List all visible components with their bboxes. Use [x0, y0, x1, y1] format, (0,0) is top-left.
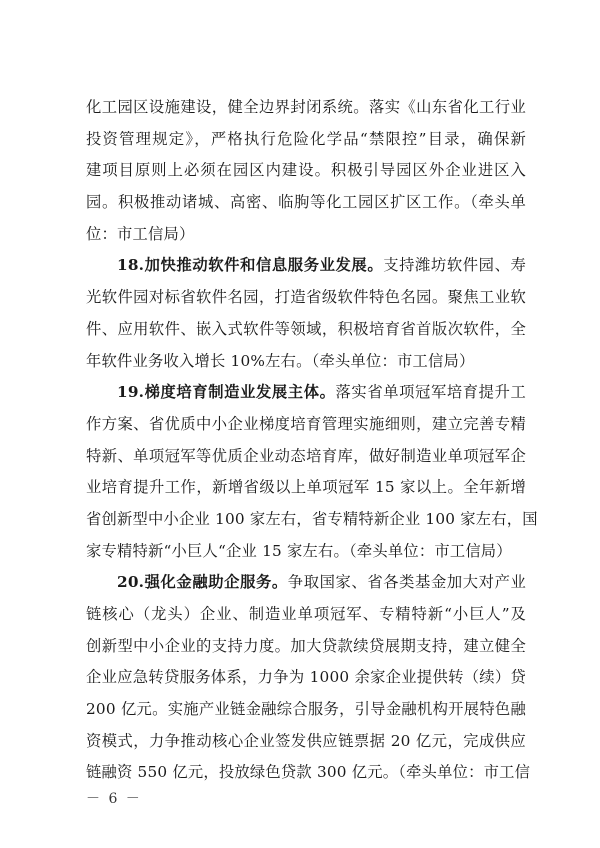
section-20-heading: 20.强化金融助企服务。 [117, 573, 288, 592]
section-20-first-line: 20.强化金融助企服务。争取国家、省各类基金加大对产业 [117, 573, 526, 592]
text-line: 投资管理规定》，严格执行危险化学品“禁限控”目录，确保新 [86, 129, 526, 148]
body-text [86, 92, 538, 789]
text-line: 链融资 550 亿元，投放绿色贷款 300 亿元。（牵头单位：市工信 [86, 763, 531, 782]
text-line: 件、应用软件、嵌入式软件等领域，积极培育省首版次软件，全 [86, 319, 526, 338]
section-19-first-line: 19.梯度培育制造业发展主体。落实省单项冠军培育提升工 [117, 383, 526, 402]
text-line: 业培育提升工作，新增省级以上单项冠军 15 家以上。全年新增 [86, 478, 526, 497]
text-line: 链核心（龙头）企业、制造业单项冠军、专精特新“小巨人”及 [86, 605, 526, 623]
page-number: － 6 － [86, 791, 142, 807]
text-line: 省创新型中小企业 100 家左右，省专精特新企业 100 家左右，国 [86, 509, 538, 528]
section-19-heading: 19.梯度培育制造业发展主体。 [117, 383, 336, 402]
text-line: 位：市工信局） [86, 224, 195, 243]
text-line: 建项目原则上必须在园区内建设。积极引导园区外企业进区入 [86, 161, 526, 180]
section-18-first-line: 18.加快推动软件和信息服务业发展。支持潍坊软件园、寿 [117, 256, 526, 275]
text-line: 企业应急转贷服务体系，力争为 1000 余家企业提供转（续）贷 [86, 668, 526, 687]
section-18-heading: 18.加快推动软件和信息服务业发展。 [117, 256, 384, 275]
text-line: 创新型中小企业的支持力度。加大贷款续贷展期支持，建立健全 [86, 636, 526, 655]
text-line: 特新、单项冠军等优质企业动态培育库，做好制造业单项冠军企 [86, 446, 526, 465]
text-line: 作方案、省优质中小企业梯度培育管理实施细则，建立完善专精 [86, 414, 526, 433]
text-line: 200 亿元。实施产业链金融综合服务，引导金融机构开展特色融 [86, 700, 526, 719]
text-line: 年软件业务收入增长 10%左右。（牵头单位：市工信局） [86, 351, 475, 370]
text-line: 化工园区设施建设，健全边界封闭系统。落实《山东省化工行业 [86, 98, 526, 116]
text-line: 光软件园对标省软件名园，打造省级软件特色名园。聚焦工业软 [86, 288, 526, 307]
text-line: 资模式，力争推动核心企业签发供应链票据 20 亿元，完成供应 [86, 731, 526, 750]
text-line: 家专精特新“小巨人“企业 15 家左右。（牵头单位：市工信局） [86, 541, 512, 560]
text-line: 园。积极推动诸城、高密、临朐等化工园区扩区工作。（牵头单 [86, 193, 526, 212]
